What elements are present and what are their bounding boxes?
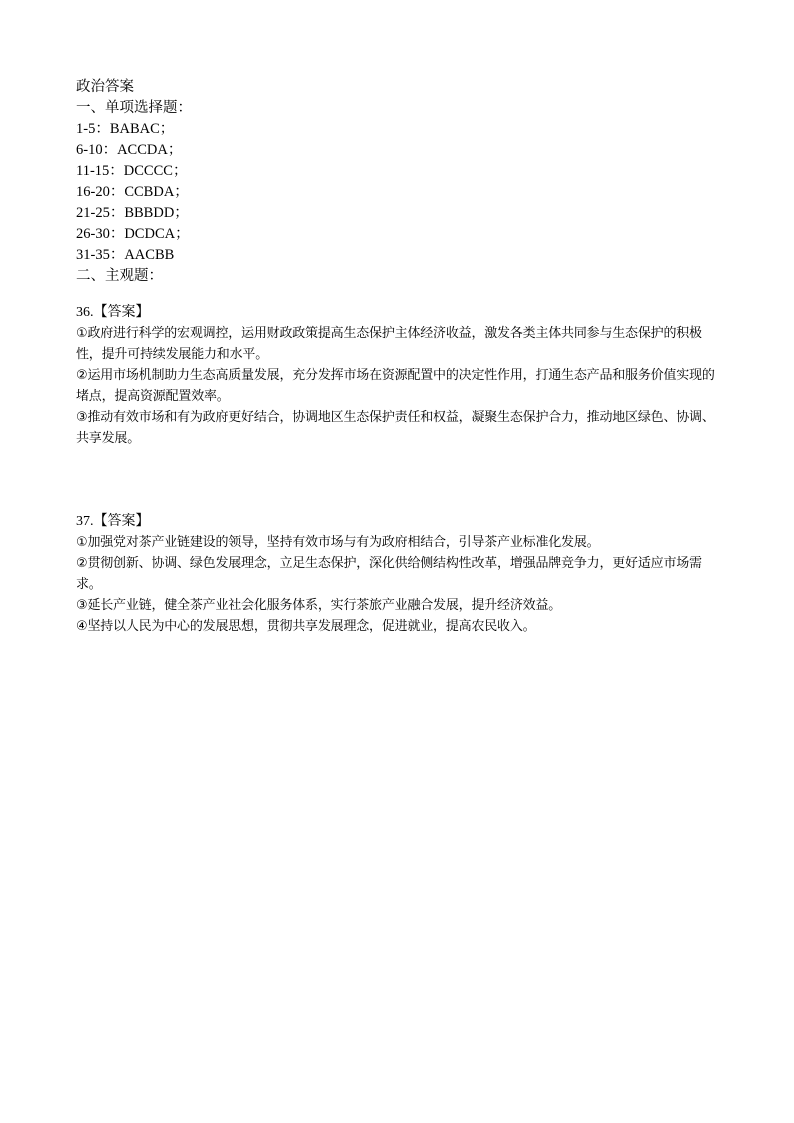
answer-line: 11-15：DCCCC； (76, 163, 188, 179)
answer-line: 1-5：BABAC； (76, 121, 175, 137)
answer-line: 31-35：AACBB (76, 247, 175, 263)
answer-line: 16-20：CCBDA； (76, 184, 189, 200)
answer-line: 6-10：ACCDA； (76, 142, 183, 158)
question-37-heading: 37.【答案】 (76, 514, 150, 529)
question-36-heading: 36.【答案】 (76, 305, 150, 320)
answer-point: ①加强党对茶产业链建设的领导，坚持有效市场与有为政府相结合，引导茶产业标准化发展。 (76, 535, 600, 550)
answer-point: ③延长产业链，健全茶产业社会化服务体系，实行茶旅产业融合发展，提升经济效益。 (76, 598, 562, 613)
question-36-answer (76, 303, 726, 449)
answer-point: ③推动有效市场和有为政府更好结合，协调地区生态保护责任和权益，凝聚生态保护合力，推动地区绿色、协调、共享发展。 (76, 410, 715, 446)
answer-point: ②运用市场机制助力生态高质量发展，充分发挥市场在资源配置中的决定性作用，打通生态产品和服务价值实现的堵点，提高资源配置效率。 (76, 368, 715, 404)
answer-line: 26-30：DCDCA； (76, 226, 190, 242)
section-heading-subjective: 二、主观题： (76, 268, 163, 284)
multiple-choice-section (76, 77, 726, 287)
answer-line: 21-25：BBBDD； (76, 205, 189, 221)
document-title: 政治答案 (76, 79, 134, 95)
answer-point: ④坚持以人民为中心的发展思想，贯彻共享发展理念，促进就业，提高农民收入。 (76, 619, 536, 634)
answer-point: ②贯彻创新、协调、绿色发展理念，立足生态保护，深化供给侧结构性改革，增强品牌竞争力，更好适应市场需求。 (76, 556, 702, 592)
question-37-answer (76, 512, 726, 637)
answer-point: ①政府进行科学的宏观调控，运用财政政策提高生态保护主体经济收益，激发各类主体共同参与生态保护的积极性，提升可持续发展能力和水平。 (76, 326, 702, 362)
section-heading-multiple-choice: 一、单项选择题： (76, 100, 192, 116)
